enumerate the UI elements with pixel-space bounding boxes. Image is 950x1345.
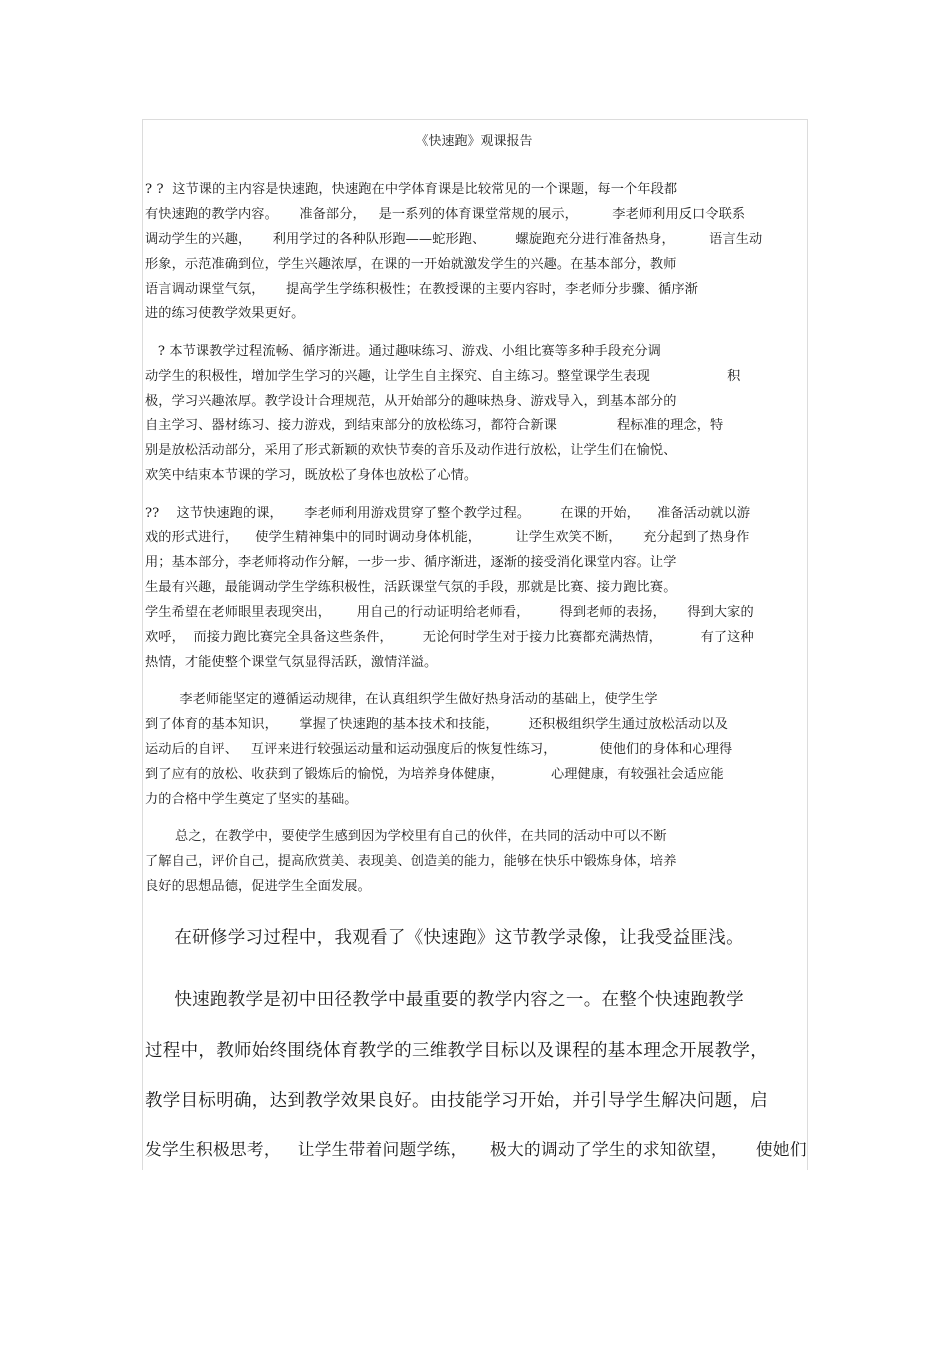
text-line: 戏的形式进行， 使学生精神集中的同时调动身体机能， 让学生欢笑不断， 充分起到了热身作	[145, 530, 750, 545]
text-line: 有快速跑的教学内容。 准备部分， 是一系列的体育课堂常规的展示， 李老师利用反口令联系	[145, 207, 746, 222]
text-line: 过程中，教师始终围绕体育教学的三维教学目标以及课程的基本理念开展教学，	[145, 1041, 768, 1061]
text-line: 形象，示范准确到位，学生兴趣浓厚，在课的一开始就激发学生的兴趣。在基本部分，教师	[145, 257, 677, 272]
text-line: 到了体育的基本知识， 掌握了快速跑的基本技术和技能， 还积极组织学生通过放松活动以及	[145, 717, 728, 732]
text-line: 力的合格中学生奠定了坚实的基础。	[145, 792, 358, 807]
text-line: 了解自己，评价自己，提高欣赏美、表现美、创造美的能力，能够在快乐中锻炼身体，培养	[145, 854, 677, 869]
text-line: ? 本节课教学过程流畅、循序渐进。通过趣味练习、游戏、小组比赛等多种手段充分调	[145, 344, 661, 359]
text-line: 到了应有的放松、收获到了锻炼后的愉悦，为培养身体健康， 心理健康，有较强社会适应能	[145, 767, 724, 782]
text-line: ? ? 这节课的主内容是快速跑，快速跑在中学体育课是比较常见的一个课题，每一个年段都	[145, 182, 678, 197]
text-line: 生最有兴趣，最能调动学生学练积极性，活跃课堂气氛的手段，那就是比赛、接力跑比赛。	[145, 580, 677, 595]
text-line: 李老师能坚定的遵循运动规律，在认真组织学生做好热身活动的基础上，使学生学	[145, 692, 658, 707]
text-line: 欢呼， 而接力跑比赛完全具备这些条件， 无论何时学生对于接力比赛都充满热情， 有了这种	[145, 630, 754, 645]
text-line: ?? 这节快速跑的课， 李老师利用游戏贯穿了整个教学过程。 在课的开始， 准备活动就以游	[145, 506, 751, 521]
text-line: 自主学习、器材练习、接力游戏，到结束部分的放松练习，都符合新课 程标准的理念，特	[145, 418, 724, 433]
text-line: 运动后的自评、 互评来进行较强运动量和运动强度后的恢复性练习， 使他们的身体和心理得	[145, 742, 733, 757]
text-line: 用；基本部分，李老师将动作分解，一步一步、循序渐进，逐渐的接受消化课堂内容。让学	[145, 555, 677, 570]
text-line: 进的练习使教学效果更好。	[145, 306, 305, 321]
text-line: 学生希望在老师眼里表现突出， 用自己的行动证明给老师看， 得到老师的表扬， 得到大家的	[145, 605, 754, 620]
text-line: 发学生积极思考， 让学生带着问题学练， 极大的调动了学生的求知欲望， 使她们	[145, 1140, 807, 1159]
text-line: 热情，才能使整个课堂气氛显得活跃，激情洋溢。	[145, 655, 438, 670]
text-line: 语言调动课堂气氛， 提高学生学练积极性；在教授课的主要内容时，李老师分步骤、循序渐	[145, 282, 698, 297]
text-line: 良好的思想品德，促进学生全面发展。	[145, 879, 371, 894]
text-line: 极，学习兴趣浓厚。教学设计合理规范，从开始部分的趣味热身、游戏导入，到基本部分的	[145, 394, 677, 409]
text-line: 总之，在教学中，要使学生感到因为学校里有自己的伙伴，在共同的活动中可以不断	[145, 829, 667, 844]
text-line: 别是放松活动部分，采用了形式新颖的欢快节奏的音乐及动作进行放松，让学生们在愉悦、	[145, 443, 677, 458]
text-line: 教学目标明确，达到教学效果良好。由技能学习开始，并引导学生解决问题，启	[145, 1091, 768, 1111]
text-line: 动学生的积极性，增加学生学习的兴趣，让学生自主探究、自主练习。整堂课学生表现 积	[145, 369, 741, 384]
document-title: 《快速跑》观课报告	[415, 134, 533, 149]
text-line: 调动学生的兴趣， 利用学过的各种队形跑——蛇形跑、 螺旋跑充分进行准备热身， 语言生动	[145, 232, 763, 247]
text-line: 在研修学习过程中，我观看了《快速跑》这节教学录像，让我受益匪浅。	[145, 928, 744, 948]
text-line: 快速跑教学是初中田径教学中最重要的教学内容之一。在整个快速跑教学	[145, 990, 744, 1010]
text-line: 欢笑中结束本节课的学习，既放松了身体也放松了心情。	[145, 468, 478, 483]
